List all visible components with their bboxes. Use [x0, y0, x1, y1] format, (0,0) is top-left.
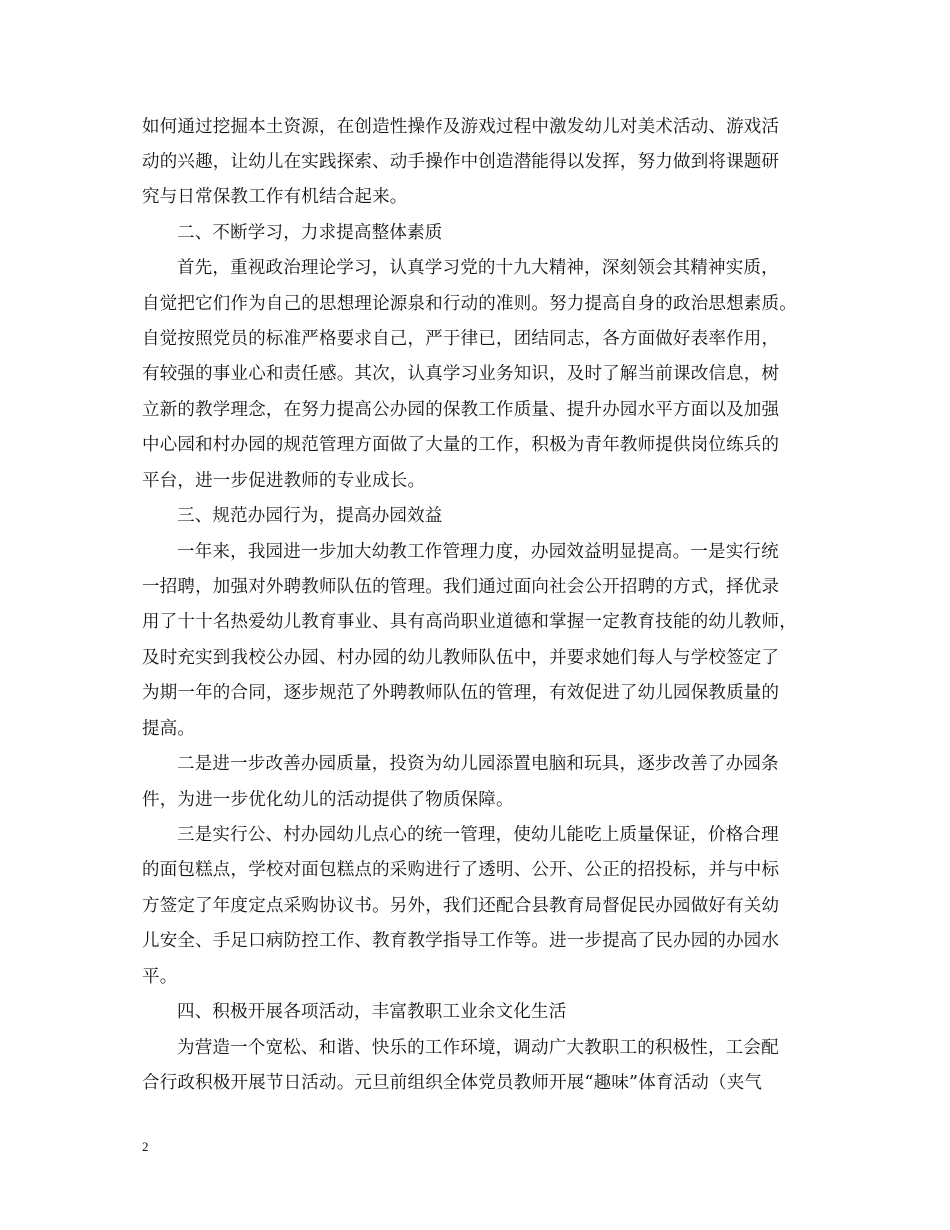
- text-line: 自觉按照党员的标准严格要求自己，严于律已，团结同志，各方面做好表率作用，: [142, 329, 780, 349]
- text-line: 方签定了年度定点采购协议书。另外，我们还配合县教育局督促民办园做好有关幼: [142, 896, 780, 916]
- text-line: 中心园和村办园的规范管理方面做了大量的工作，积极为青年教师提供岗位练兵的: [142, 435, 780, 455]
- text-line: 动的兴趣，让幼儿在实践探索、动手操作中创造潜能得以发挥，努力做到将课题研: [142, 152, 780, 172]
- text-line: 首先，重视政治理论学习，认真学习党的十九大精神，深刻领会其精神实质，: [177, 258, 779, 278]
- section-heading: 四、积极开展各项活动，丰富教职工业余文化生活: [177, 1002, 567, 1022]
- section-heading: 三、规范办园行为，提高办园效益: [177, 506, 443, 526]
- text-line: 为期一年的合同，逐步规范了外聘教师队伍的管理，有效促进了幼儿园保教质量的: [142, 683, 780, 703]
- text-line: 自觉把它们作为自己的思想理论源泉和行动的准则。努力提高自身的政治思想素质。: [142, 294, 797, 314]
- text-line: 件，为进一步优化幼儿的活动提供了物质保障。: [142, 790, 514, 810]
- text-line: 为营造一个宽松、和谐、快乐的工作环境，调动广大教职工的积极性，工会配: [177, 1038, 779, 1058]
- text-line: 合行政积极开展节日活动。元旦前组织全体党员教师开展“趣味”体育活动（夹气: [142, 1073, 763, 1093]
- text-line: 有较强的事业心和责任感。其次，认真学习业务知识，及时了解当前课改信息，树: [142, 364, 780, 384]
- text-line: 二是进一步改善办园质量，投资为幼儿园添置电脑和玩具，逐步改善了办园条: [177, 754, 779, 774]
- text-line: 三是实行公、村办园幼儿点心的统一管理，使幼儿能吃上质量保证，价格合理: [177, 825, 779, 845]
- text-line: 的面包糕点，学校对面包糕点的采购进行了透明、公开、公正的招投标，并与中标: [142, 860, 780, 880]
- text-line: 究与日常保教工作有机结合起来。: [142, 187, 408, 207]
- section-heading: 二、不断学习，力求提高整体素质: [177, 223, 443, 243]
- text-line: 平。: [142, 967, 178, 987]
- text-line: 一年来，我园进一步加大幼教工作管理力度，办园效益明显提高。一是实行统: [177, 542, 779, 562]
- text-line: 用了十十名热爱幼儿教育事业、具有高尚职业道德和掌握一定教育技能的幼儿教师，: [142, 612, 797, 632]
- text-line: 及时充实到我校公办园、村办园的幼儿教师队伍中，并要求她们每人与学校签定了: [142, 648, 780, 668]
- text-line: 一招聘，加强对外聘教师队伍的管理。我们通过面向社会公开招聘的方式，择优录: [142, 577, 780, 597]
- text-line: 儿安全、手足口病防控工作、教育教学指导工作等。进一步提高了民办园的办园水: [142, 931, 780, 951]
- text-line: 立新的教学理念，在努力提高公办园的保教工作质量、提升办园水平方面以及加强: [142, 400, 780, 420]
- text-line: 如何通过挖掘本土资源，在创造性操作及游戏过程中激发幼儿对美术活动、游戏活: [142, 117, 780, 137]
- text-line: 提高。: [142, 719, 196, 739]
- text-line: 平台，进一步促进教师的专业成长。: [142, 471, 426, 491]
- page-number: 2: [142, 1139, 149, 1154]
